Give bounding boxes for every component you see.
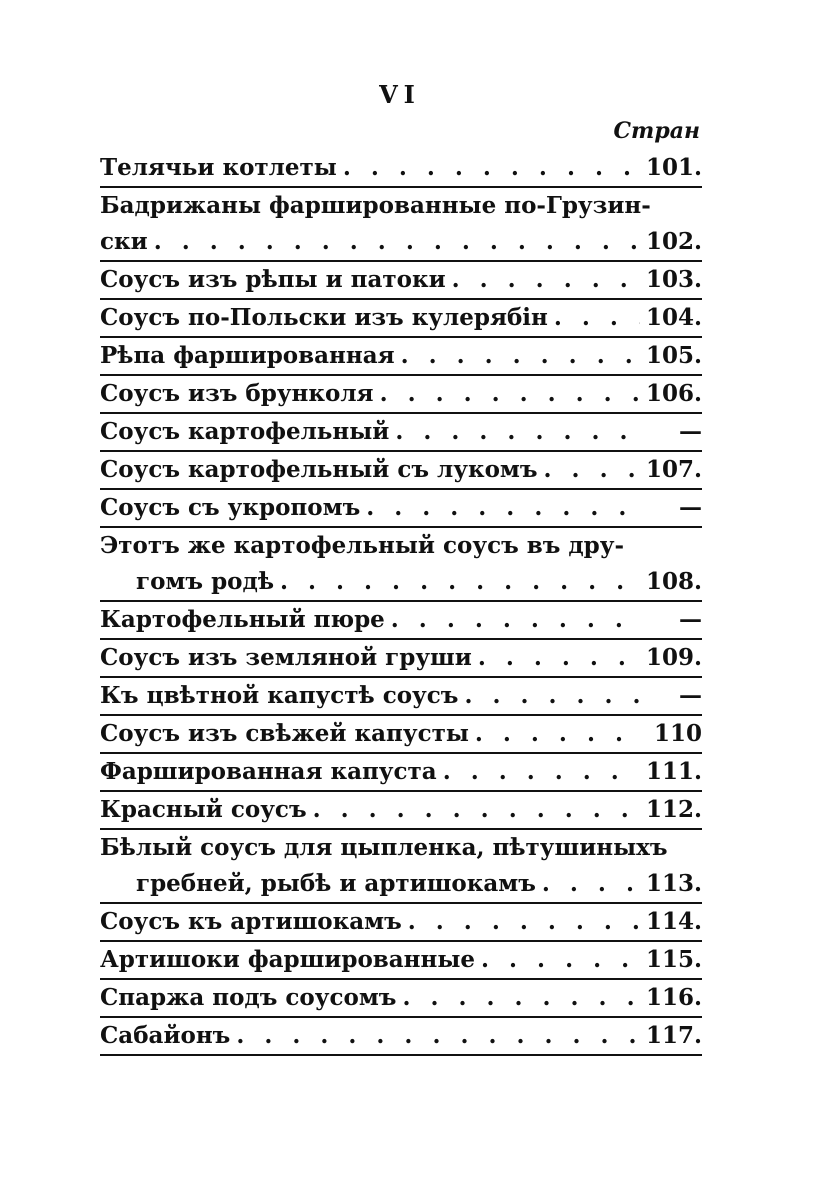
entry-title: Бѣлый соусъ для цыпленка, пѣтушиныхъ — [100, 834, 668, 861]
page-column-label: Стран — [613, 118, 700, 144]
toc-entry — [100, 490, 702, 528]
toc-entry — [100, 942, 702, 980]
entry-title: Бадрижаны фаршированные по-Грузин- — [100, 192, 651, 219]
toc-entry — [100, 716, 702, 754]
dot-leader — [380, 376, 640, 412]
dot-leader — [366, 490, 640, 526]
toc-entry — [100, 150, 702, 188]
toc-entry — [100, 300, 702, 338]
entry-title: Спаржа подъ соусомъ — [100, 984, 397, 1011]
entry-page: 106. — [645, 380, 702, 407]
toc-entry — [100, 452, 702, 490]
dot-leader — [554, 300, 640, 336]
dot-leader — [475, 716, 640, 752]
entry-page: 111. — [645, 758, 702, 785]
entry-title: Соусъ по-Польски изъ кулерябiн — [100, 304, 548, 331]
toc-entry — [100, 262, 702, 300]
entry-title: Соусъ изъ свѣжей капусты — [100, 720, 469, 747]
entry-title-continuation: ски — [100, 228, 148, 255]
toc-entry — [100, 980, 702, 1018]
entry-page: 103. — [645, 266, 702, 293]
entry-title: Фаршированная капуста — [100, 758, 437, 785]
entry-page: 114. — [645, 908, 702, 935]
dot-leader — [481, 942, 640, 978]
entry-page: 102. — [645, 228, 702, 255]
entry-title: Соусъ къ артишокамъ — [100, 908, 402, 935]
entry-title: Къ цвѣтной капустѣ соусъ — [100, 682, 459, 709]
dot-leader — [236, 1018, 640, 1054]
entry-title: Соусъ картофельный съ лукомъ — [100, 456, 538, 483]
entry-title: Соусъ изъ брунколя — [100, 380, 374, 407]
toc-entry — [100, 414, 702, 452]
toc-entry — [100, 188, 702, 262]
entry-page: 116. — [645, 984, 702, 1011]
entry-title: Сабайонъ — [100, 1022, 231, 1049]
entry-title: Соусъ картофельный — [100, 418, 390, 445]
entry-page: 109. — [645, 644, 702, 671]
entry-title-continuation: гребней, рыбѣ и артишокамъ — [136, 870, 536, 897]
toc-entry — [100, 376, 702, 414]
toc-entry — [100, 754, 702, 792]
dot-leader — [395, 414, 640, 450]
entry-page: 110 — [653, 720, 702, 747]
dot-leader — [408, 904, 640, 940]
entry-page: 113. — [645, 870, 702, 897]
toc-entry — [100, 1018, 702, 1056]
entry-page: 115. — [645, 946, 702, 973]
dot-leader — [452, 262, 640, 298]
dot-leader — [402, 980, 640, 1016]
dot-leader — [313, 792, 640, 828]
entry-title: Этотъ же картофельный соусъ въ дру- — [100, 532, 625, 559]
entry-page: 101. — [645, 154, 702, 181]
dot-leader — [154, 224, 640, 260]
entry-title: Красный соусъ — [100, 796, 307, 823]
entry-title: Картофельный пюре — [100, 606, 385, 633]
dot-leader — [478, 640, 640, 676]
entry-page: — — [679, 418, 702, 445]
toc-entry — [100, 528, 702, 602]
table-of-contents — [100, 150, 702, 1056]
toc-entry — [100, 602, 702, 640]
entry-title: Соусъ съ укропомъ — [100, 494, 361, 521]
entry-title: Телячьи котлеты — [100, 154, 337, 181]
entry-title: Рѣпа фаршированная — [100, 342, 395, 369]
toc-entry — [100, 640, 702, 678]
entry-page: 105. — [645, 342, 702, 369]
dot-leader — [401, 338, 640, 374]
entry-title: Артишоки фаршированные — [100, 946, 476, 973]
dot-leader — [280, 564, 640, 600]
dot-leader — [343, 150, 640, 186]
dot-leader — [391, 602, 640, 638]
entry-title-continuation: гомъ родѣ — [136, 568, 274, 595]
toc-entry — [100, 338, 702, 376]
entry-page: — — [679, 606, 702, 633]
entry-page: 107. — [645, 456, 702, 483]
dot-leader — [443, 754, 640, 790]
toc-entry — [100, 830, 702, 904]
entry-title: Соусъ изъ земляной груши — [100, 644, 472, 671]
toc-entry — [100, 792, 702, 830]
entry-page: 104. — [645, 304, 702, 331]
toc-entry — [100, 678, 702, 716]
dot-leader — [464, 678, 640, 714]
dot-leader — [542, 866, 640, 902]
entry-page: — — [679, 494, 702, 521]
entry-page: 108. — [645, 568, 702, 595]
entry-page: 112. — [645, 796, 702, 823]
entry-page: 117. — [645, 1022, 702, 1049]
toc-entry — [100, 904, 702, 942]
dot-leader — [544, 452, 640, 488]
page-number: VI — [379, 80, 421, 109]
entry-title: Соусъ изъ рѣпы и патоки — [100, 266, 446, 293]
entry-page: — — [679, 682, 702, 709]
